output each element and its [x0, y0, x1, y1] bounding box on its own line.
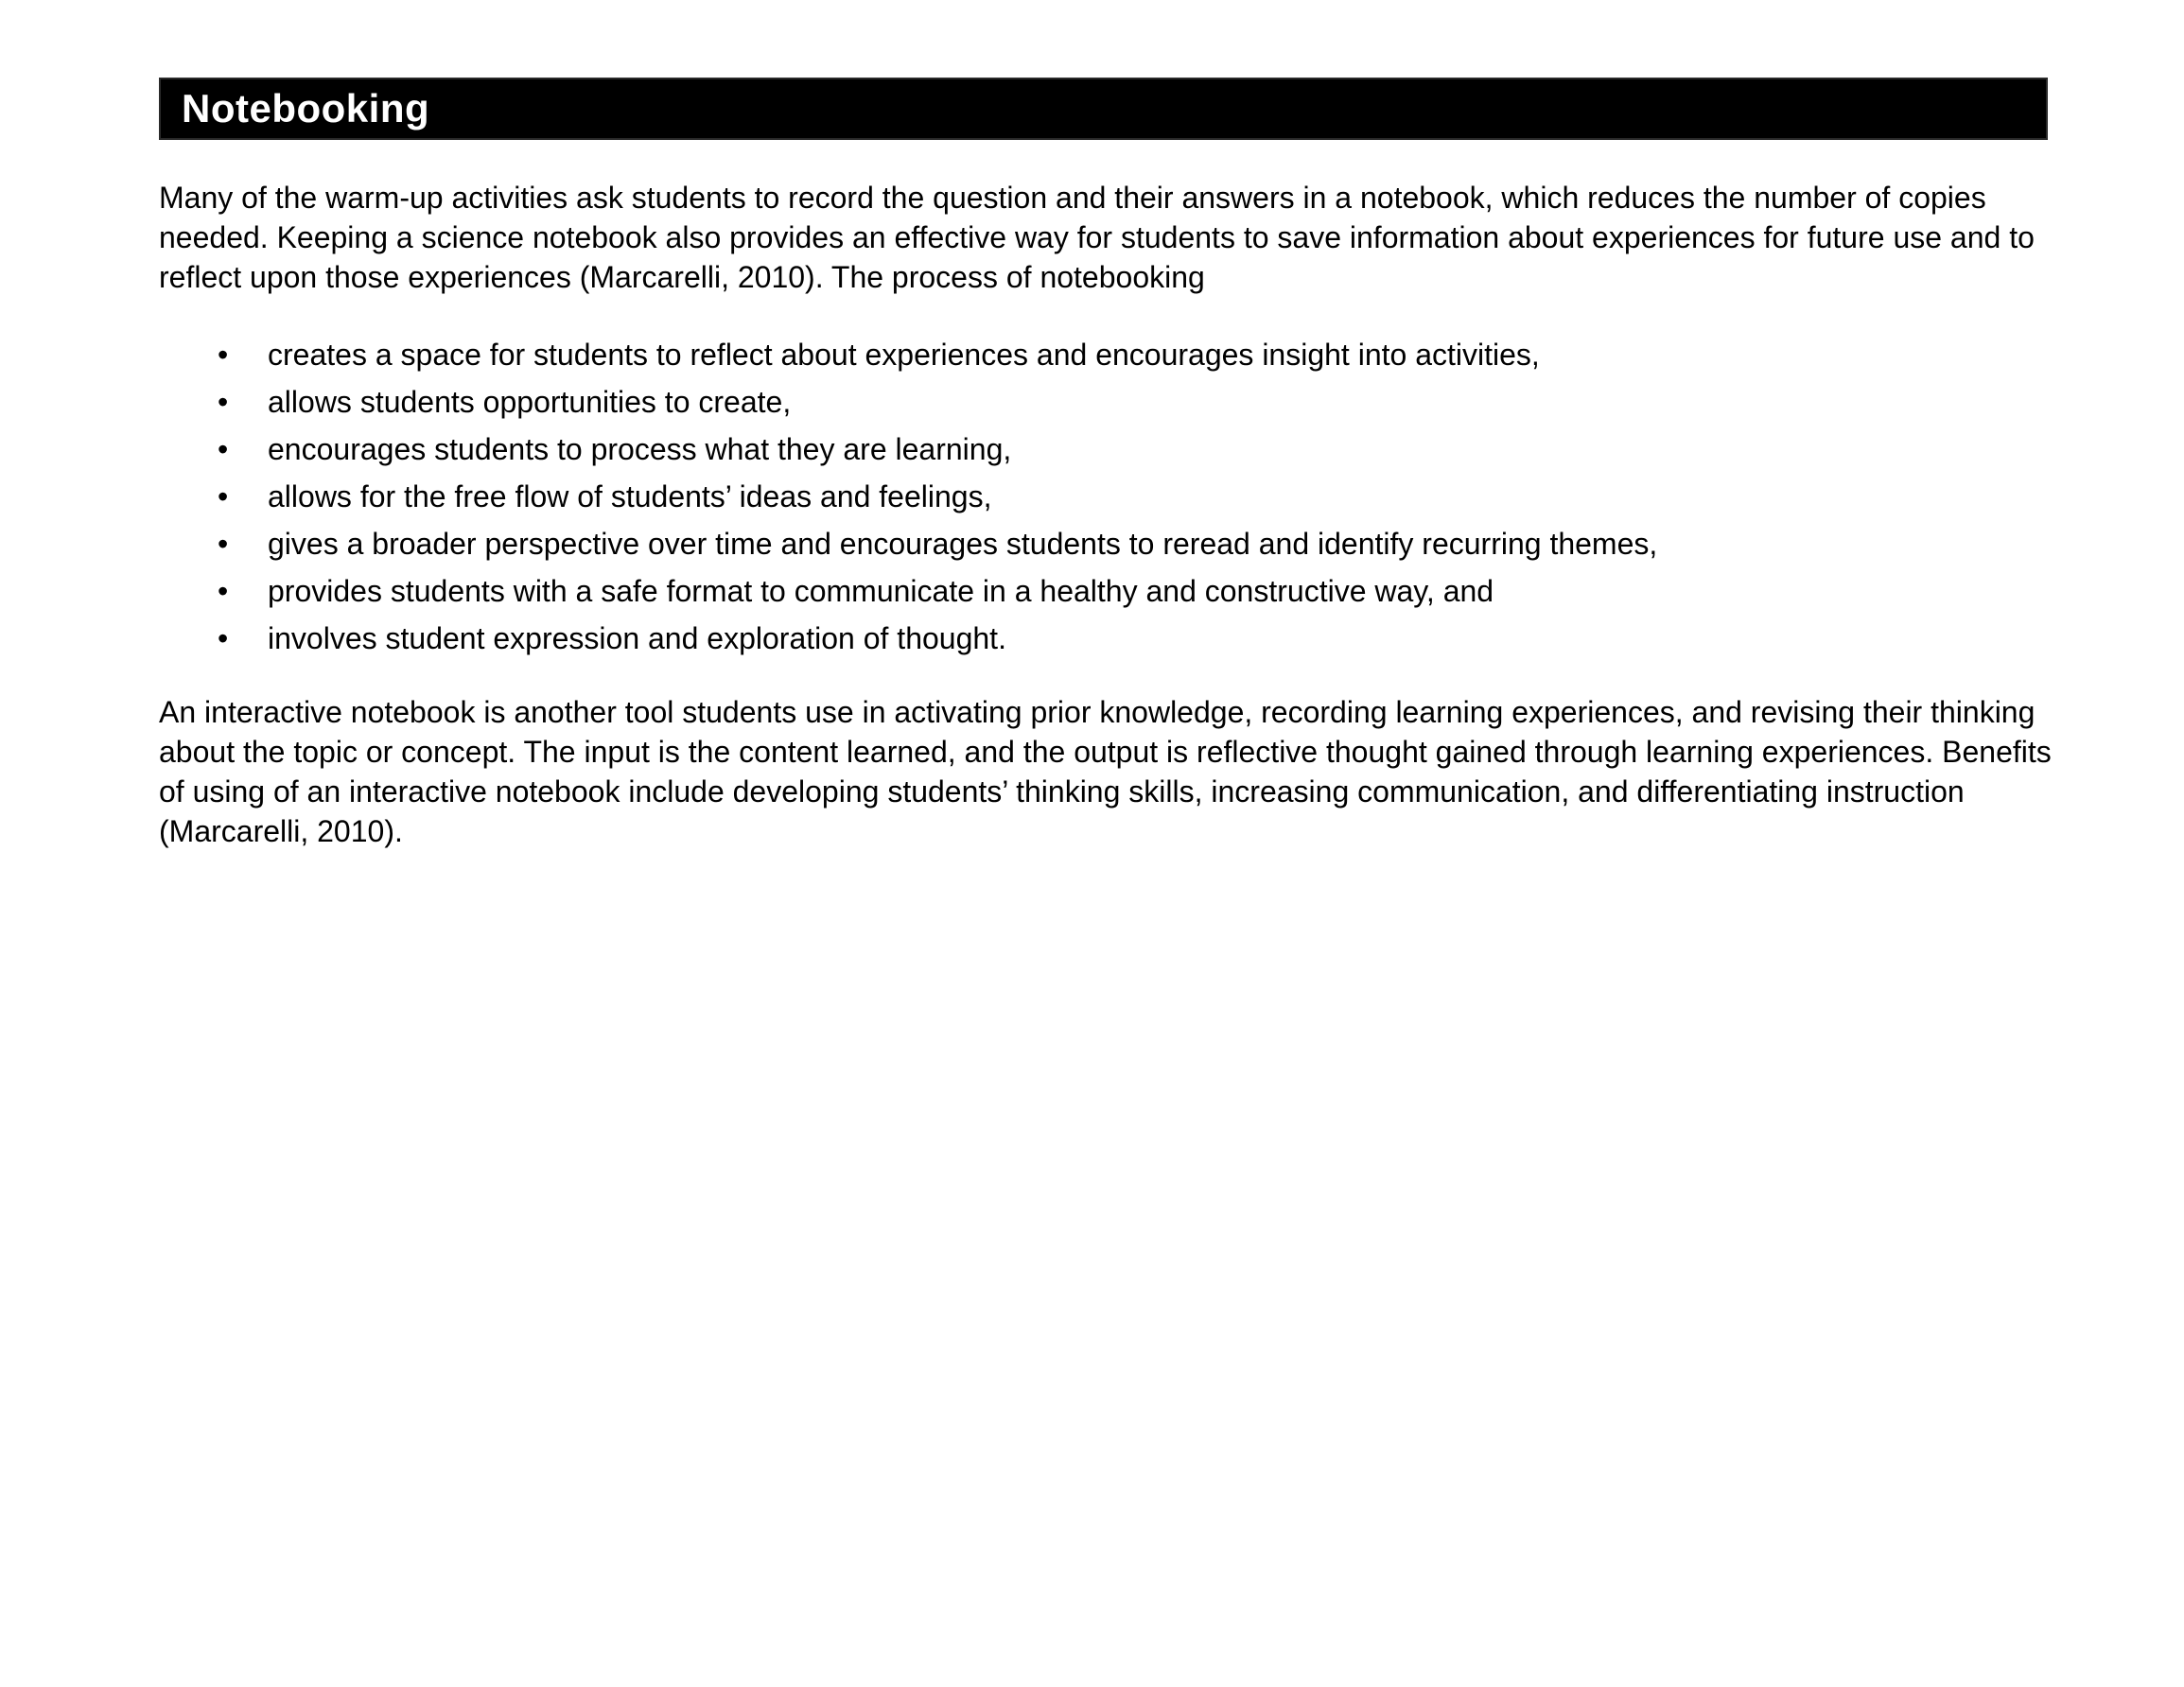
list-item-text: creates a space for students to reflect about experiences and encourages insight into activities, — [268, 338, 1540, 372]
bullet-icon: • — [218, 479, 229, 513]
list-item-text: allows for the free flow of students’ ideas and feelings, — [268, 479, 992, 513]
bullet-icon: • — [218, 432, 229, 466]
notebooking-benefits-list — [159, 335, 2079, 658]
list-item — [159, 524, 2079, 564]
bullet-icon: • — [218, 385, 229, 419]
list-item — [159, 429, 2079, 469]
bullet-icon: • — [218, 621, 229, 655]
list-item-text: provides students with a safe format to communicate in a healthy and constructive way, and — [268, 574, 1494, 608]
list-item-text: gives a broader perspective over time and encourages students to reread and identify recurring themes, — [268, 527, 1658, 561]
list-item — [159, 618, 2079, 658]
bullet-icon: • — [218, 574, 229, 608]
section-header-bar — [159, 78, 2048, 140]
section-title: Notebooking — [182, 86, 430, 130]
list-item — [159, 571, 2079, 611]
bullet-icon: • — [218, 527, 229, 561]
list-item — [159, 335, 2079, 374]
list-item — [159, 382, 2079, 422]
list-item-text: encourages students to process what they are learning, — [268, 432, 1012, 466]
list-item — [159, 477, 2079, 516]
intro-paragraph: Many of the warm-up activities ask students to record the question and their answers in a notebook, which reduces the number of copies needed. Keeping a science notebook also provides an effective way for students to save information about experiences for future use and to reflect upon those experiences (Marcarelli, 2010). The process of notebooking — [159, 181, 2035, 294]
interactive-notebook-paragraph: An interactive notebook is another tool students use in activating prior knowledge, recording learning experiences, and revising their thinking about the topic or concept. The input is the content learned, and the output is reflective thought gained through learning experiences. Benefits of using of an interactive notebook include developing students’ thinking skills, increasing communication, and differentiating instruction (Marcarelli, 2010). — [159, 695, 2052, 848]
list-item-text: involves student expression and exploration of thought. — [268, 621, 1006, 655]
list-item-text: allows students opportunities to create, — [268, 385, 792, 419]
bullet-icon: • — [218, 338, 229, 372]
